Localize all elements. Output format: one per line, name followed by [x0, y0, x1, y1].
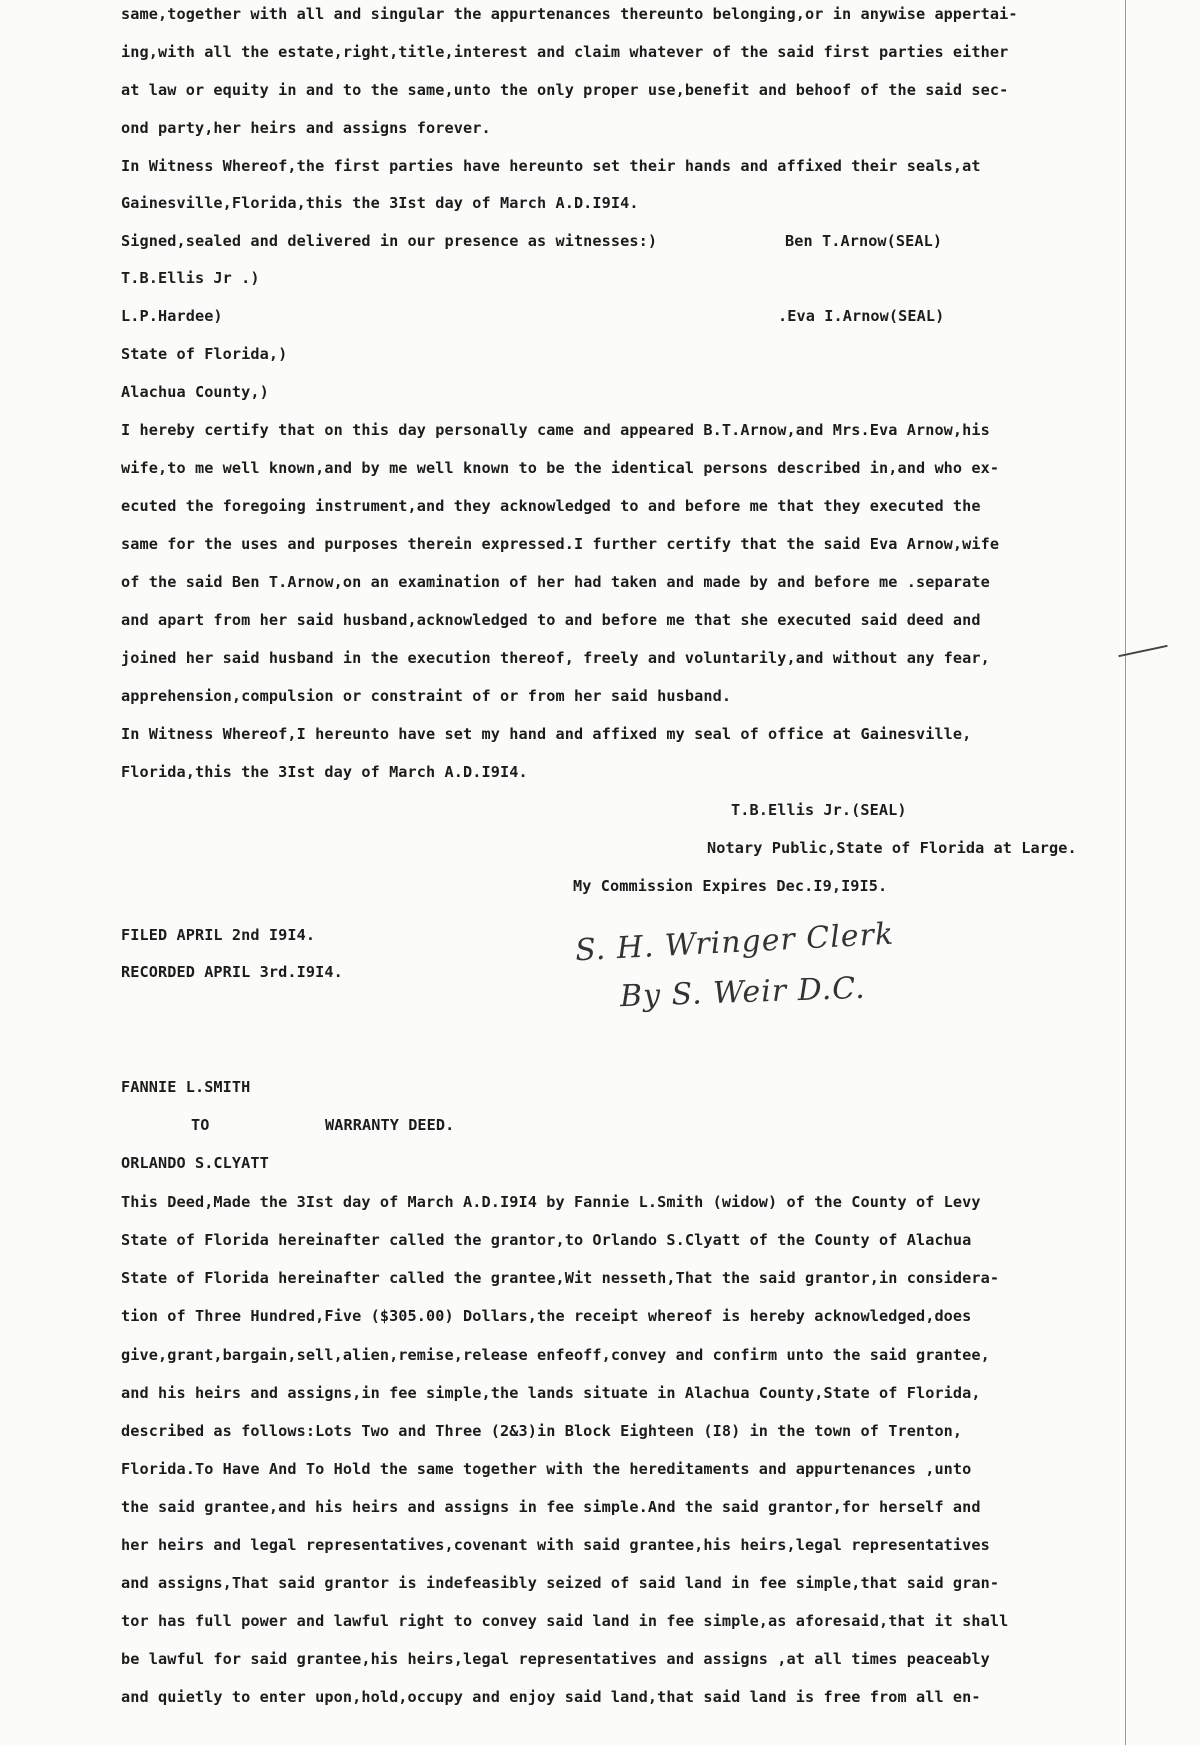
- deed2-body-line: tion of Three Hundred,Five ($305.00) Dollars,the receipt whereof is hereby acknowledged,does: [121, 1307, 972, 1325]
- deed2-body-line: State of Florida hereinafter called the grantor,to Orlando S.Clyatt of the County of Alachua: [121, 1231, 972, 1249]
- acknowledgment-line: same for the uses and purposes therein expressed.I further certify that the said Eva Arnow,wife: [121, 535, 1000, 553]
- notary-witness-line: Florida,this the 3Ist day of March A.D.I9I4.: [121, 763, 528, 781]
- clerk-handwritten-signature: S. H. Wringer Clerk: [574, 916, 895, 969]
- habendum-line: at law or equity in and to the same,unto the only proper use,benefit and behoof of the said sec-: [121, 81, 1009, 99]
- venue-county: Alachua County,): [121, 383, 269, 401]
- acknowledgment-line: joined her said husband in the execution thereof, freely and voluntarily,and without any fear,: [121, 649, 990, 667]
- deed2-body-line: the said grantee,and his heirs and assigns in fee simple.And the said grantor,for herself and: [121, 1498, 981, 1516]
- signed-sealed-line: Signed,sealed and delivered in our presence as witnesses:): [121, 232, 658, 250]
- recorded-date: RECORDED APRIL 3rd.I9I4.: [121, 963, 343, 981]
- deed2-body-line: and assigns,That said grantor is indefeasibly seized of said land in fee simple,that said gran-: [121, 1574, 1000, 1592]
- acknowledgment-line: of the said Ben T.Arnow,on an examination of her had taken and made by and before me .separate: [121, 573, 990, 591]
- deputy-clerk-handwritten-signature: By S. Weir D.C.: [619, 970, 867, 1015]
- acknowledgment-line: ecuted the foregoing instrument,and they acknowledged to and before me that they executed the: [121, 497, 981, 515]
- grantor-signature-eva-arnow: .Eva I.Arnow(SEAL): [778, 307, 945, 325]
- habendum-line: same,together with all and singular the appurtenances thereunto belonging,or in anywise appertai-: [121, 5, 1018, 23]
- notary-signature: T.B.Ellis Jr.(SEAL): [731, 801, 907, 819]
- deed2-to-word: TO: [191, 1116, 210, 1134]
- deed2-grantor-heading: FANNIE L.SMITH: [121, 1078, 251, 1096]
- notary-witness-line: In Witness Whereof,I hereunto have set my hand and affixed my seal of office at Gainesville,: [121, 725, 972, 743]
- habendum-line: ing,with all the estate,right,title,interest and claim whatever of the said first parties either: [121, 43, 1009, 61]
- witness-clause-line: Gainesville,Florida,this the 3Ist day of March A.D.I9I4.: [121, 194, 639, 212]
- deed2-body-line: be lawful for said grantee,his heirs,legal representatives and assigns ,at all times peaceably: [121, 1650, 990, 1668]
- grantor-signature-ben-arnow: Ben T.Arnow(SEAL): [785, 232, 943, 250]
- filed-date: FILED APRIL 2nd I9I4.: [121, 926, 316, 944]
- deed2-body-line: give,grant,bargain,sell,alien,remise,release enfeoff,convey and confirm unto the said grantee,: [121, 1346, 990, 1364]
- habendum-line: ond party,her heirs and assigns forever.: [121, 119, 491, 137]
- deed2-body-line: described as follows:Lots Two and Three (2&3)in Block Eighteen (I8) in the town of Trenton,: [121, 1422, 963, 1440]
- deed2-body-line: Florida.To Have And To Hold the same together with the hereditaments and appurtenances ,unto: [121, 1460, 972, 1478]
- deed2-grantee-heading: ORLANDO S.CLYATT: [121, 1154, 269, 1172]
- deed2-body-line: tor has full power and lawful right to convey said land in fee simple,as aforesaid,that it shall: [121, 1612, 1009, 1630]
- witness-clause-line: In Witness Whereof,the first parties have hereunto set their hands and affixed their seals,at: [121, 157, 981, 175]
- acknowledgment-line: I hereby certify that on this day personally came and appeared B.T.Arnow,and Mrs.Eva Arnow,his: [121, 421, 990, 439]
- acknowledgment-line: and apart from her said husband,acknowledged to and before me that she executed said deed and: [121, 611, 981, 629]
- deed2-body-line: and quietly to enter upon,hold,occupy and enjoy said land,that said land is free from all en-: [121, 1688, 981, 1706]
- witness-hardee: L.P.Hardee): [121, 307, 223, 325]
- deed2-body-line: This Deed,Made the 3Ist day of March A.D.I9I4 by Fannie L.Smith (widow) of the County of Levy: [121, 1193, 981, 1211]
- witness-ellis: T.B.Ellis Jr .): [121, 269, 260, 287]
- deed2-body-line: State of Florida hereinafter called the grantee,Wit nesseth,That the said grantor,in considera-: [121, 1269, 1000, 1287]
- venue-state: State of Florida,): [121, 345, 288, 363]
- deed2-type: WARRANTY DEED.: [325, 1116, 455, 1134]
- deed2-body-line: her heirs and legal representatives,covenant with said grantee,his heirs,legal representatives: [121, 1536, 990, 1554]
- notary-title: Notary Public,State of Florida at Large.: [707, 839, 1077, 857]
- deed2-body-line: and his heirs and assigns,in fee simple,the lands situate in Alachua County,State of Florida,: [121, 1384, 981, 1402]
- commission-expiry: My Commission Expires Dec.I9,I9I5.: [573, 877, 888, 895]
- acknowledgment-line: apprehension,compulsion or constraint of or from her said husband.: [121, 687, 732, 705]
- page-margin-rule: [1125, 0, 1126, 1745]
- acknowledgment-line: wife,to me well known,and by me well known to be the identical persons described in,and who ex-: [121, 459, 1000, 477]
